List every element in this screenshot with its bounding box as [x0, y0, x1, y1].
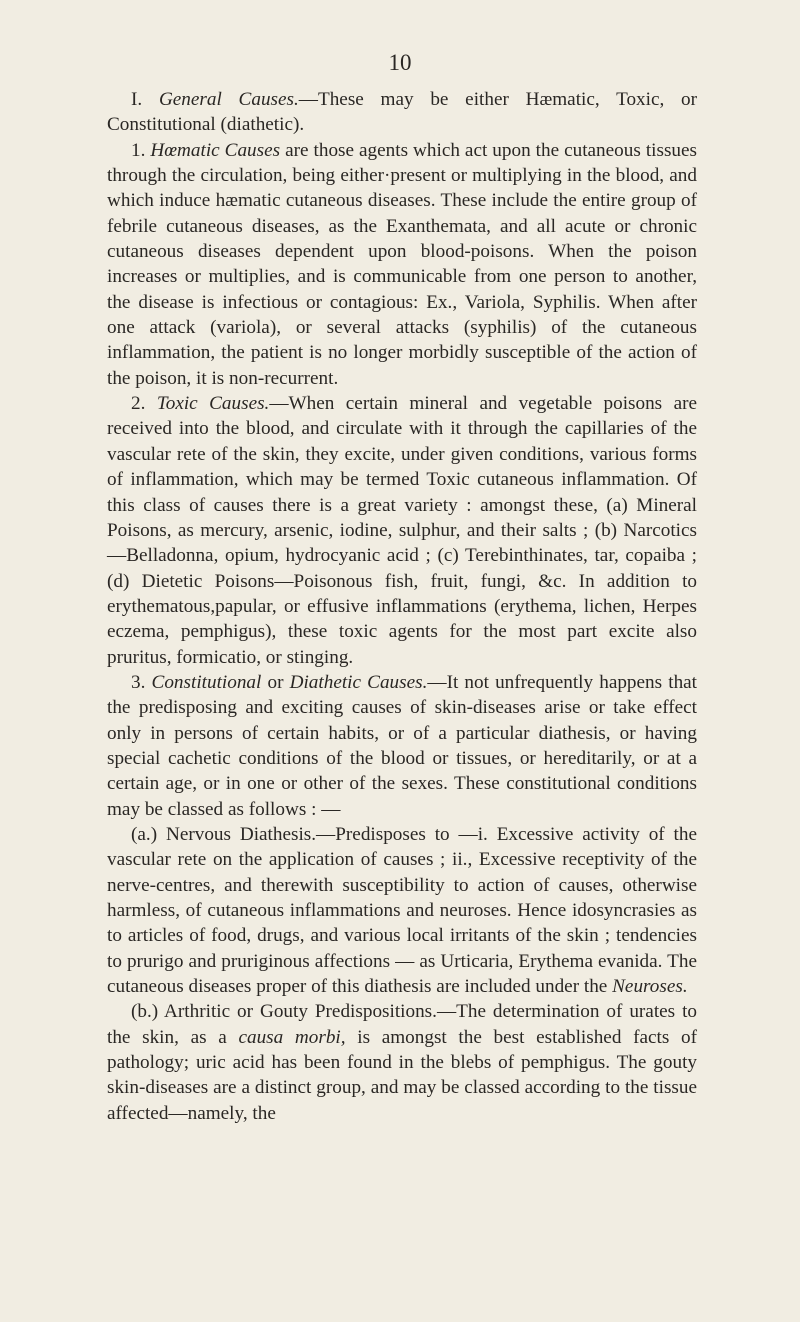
- item-text: —It not unfrequently happens that the predisposing and exciting causes of skin-diseases arise or take effect only in persons of certain habits, or of a particular diathesis, or having special cachetic conditions of the blood or tissues, or hereditarily, or at a certain age, or in one or other of the sexes. These constitutional conditions may be classed as follows : —: [107, 671, 698, 820]
- sub-closing-italic: Neuroses.: [612, 976, 688, 998]
- section-intro-text: —These may be either Hæmatic, Toxic, or Constitutional (diathetic).: [107, 89, 698, 136]
- item-number: 2.: [131, 393, 146, 415]
- paragraph-toxic-causes: [107, 391, 697, 670]
- sub-label: (a.): [131, 823, 158, 845]
- item-heading: Toxic Causes.: [156, 393, 270, 415]
- section-heading: General Causes.: [158, 89, 299, 110]
- paragraph-hematic-causes: [107, 138, 697, 391]
- item-heading-a: Constitutional: [151, 671, 262, 693]
- sub-text: Nervous Diathesis.—Predisposes to —i. Excessive activity of the vascular rete on the application of causes ; ii., Excessive receptivity of the nerve-centres, and therewith susceptibility to action of causes, otherwise harmless, of cutaneous inflammations and neuroses. Hence idosyncrasies as to articles of food, drugs, and various local irritants of the skin ; tendencies to prurigo and pruriginous affections — as Urticaria, Erythema evanida. The cutaneous diseases proper of this diathesis are included under the: [107, 823, 697, 998]
- item-text: —When certain mineral and vegetable poisons are received into the blood, and circulate with it through the capillaries of the vascular rete of the skin, they excite, under given conditions, various forms of inflammation, which may be termed Toxic cutaneous inflammation. Of this class of causes there is a great variety : amongst these, (a) Mineral Poisons, as mercury, arsenic, iodine, sulphur, and their salts ; (b) Narcotics—Belladonna, opium, hydrocyanic acid ; (c) Terebinthinates, tar, copaiba ; (d) Dietetic Poisons—Poisonous fish, fruit, fungi, &c. In addition to erythematous,papular, or effusive inflammations (erythema, lichen, Herpes eczema, pemphigus), these toxic agents for the most part excite also pruritus, formicatio, or stinging.: [107, 393, 697, 668]
- item-heading: Hœmatic Causes: [150, 139, 281, 161]
- paragraph-arthritic-predispositions: [107, 999, 697, 1126]
- paragraph-general-causes: [107, 87, 697, 138]
- item-heading-b: Diathetic Causes.: [289, 671, 428, 693]
- body-text: [107, 87, 697, 1126]
- section-numeral: I.: [131, 89, 143, 110]
- sub-label: (b.): [131, 1001, 159, 1023]
- page-number: 10: [388, 50, 412, 75]
- sub-italic-phrase: causa morbi,: [238, 1026, 346, 1048]
- item-heading-joiner: or: [261, 671, 290, 693]
- item-number: 3.: [131, 671, 146, 693]
- paragraph-constitutional-causes: [107, 670, 697, 822]
- paragraph-nervous-diathesis: [107, 822, 697, 999]
- sub-text-after: is amongst the best established facts of pathology; uric acid has been found in the blebs of pemphigus. The gouty skin-diseases are a distinct group, and may be classed according to the tissue affected—namely, the: [107, 1026, 697, 1124]
- sub-text-before: Arthritic or Gouty Predispositions.—The determination of urates to the skin, as a: [107, 1001, 697, 1048]
- item-number: 1.: [131, 139, 146, 161]
- item-text: are those agents which act upon the cutaneous tissues through the circulation, being either·present or multiplying in the blood, and which induce hæmatic cutaneous diseases. These include the entire group of febrile cutaneous diseases, as the Exanthemata, and all acute or chronic cutaneous diseases dependent upon blood-poisons. When the poison increases or multiplies, and is communicable from one person to another, the disease is infectious or contagious: Ex., Variola, Syphilis. When after one attack (variola), or several attacks (syphilis) of the cutaneous inflammation, the patient is no longer morbidly susceptible of the action of the poison, it is non-recurrent.: [107, 139, 697, 389]
